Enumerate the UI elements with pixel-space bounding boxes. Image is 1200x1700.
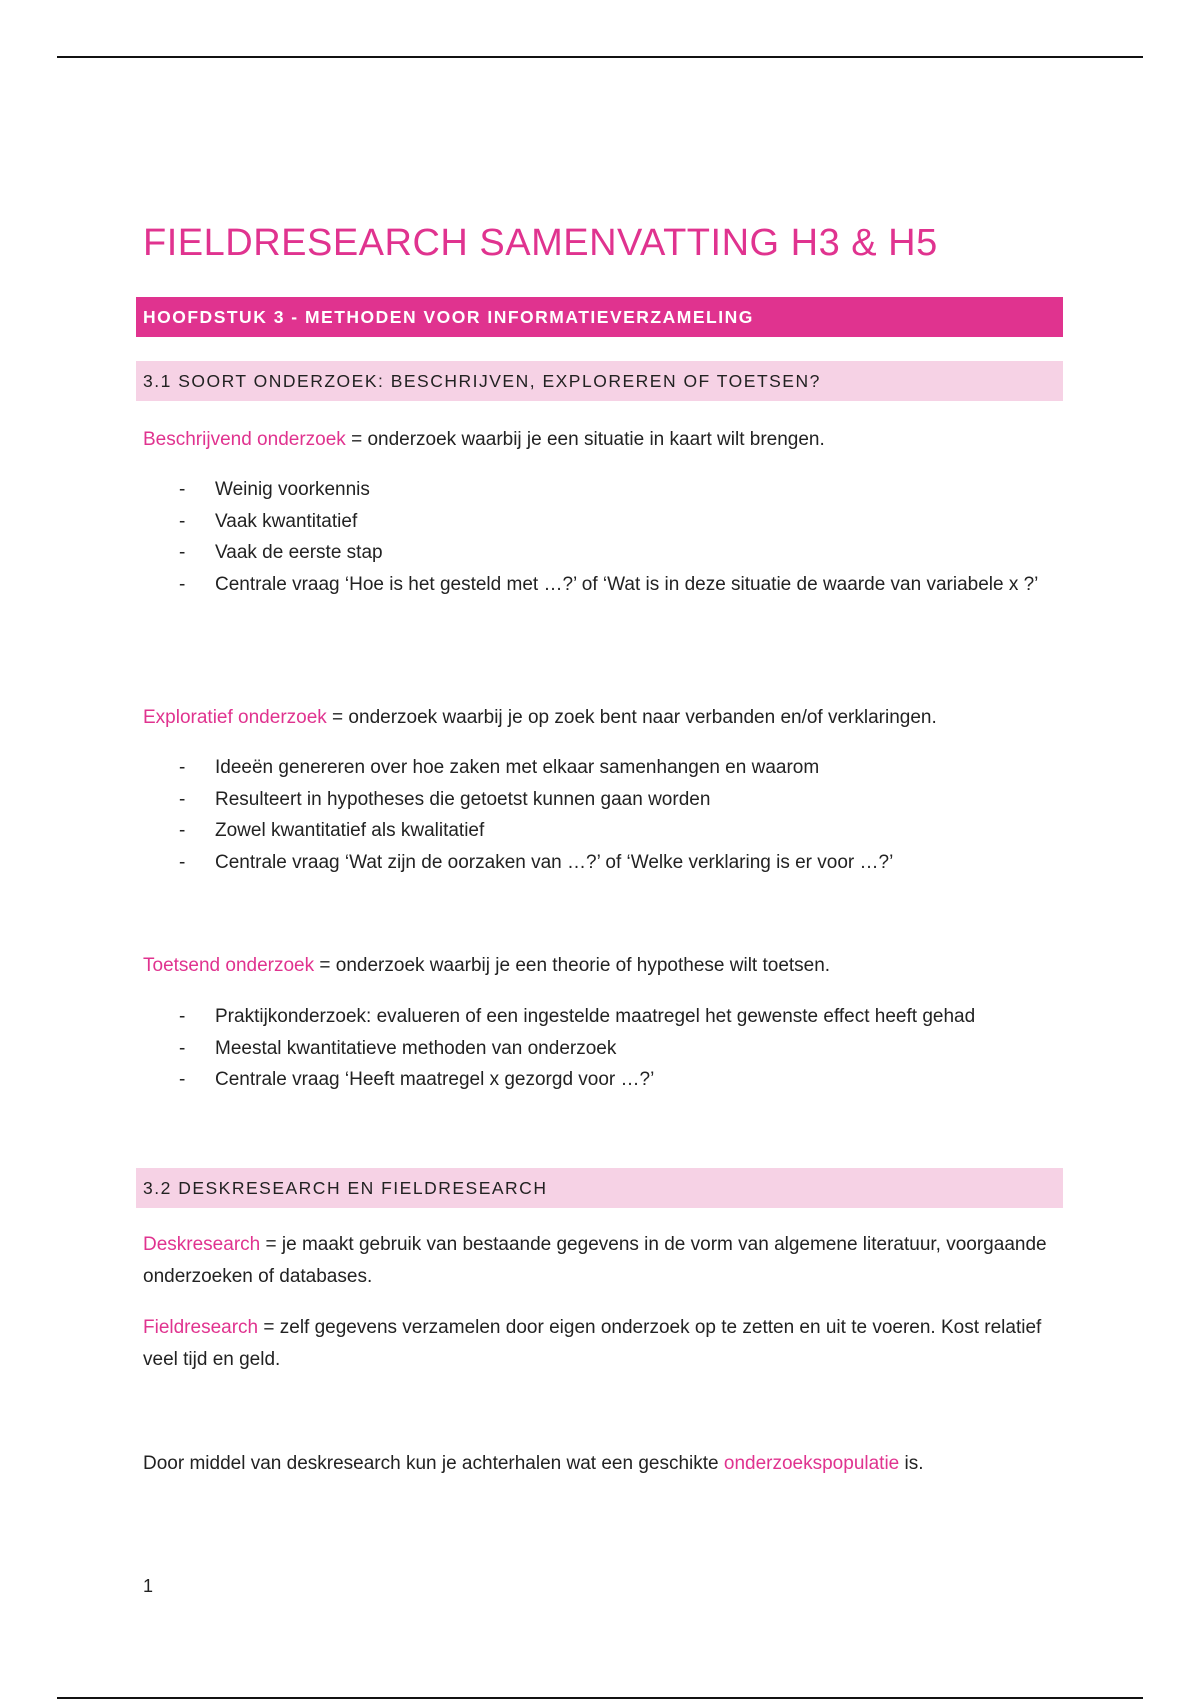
bullet-dash: - [179, 542, 186, 563]
bullet-dash: - [179, 573, 186, 595]
list-item: - Vaak de eerste stap [143, 537, 1063, 569]
chapter-heading: HOOFDSTUK 3 - METHODEN VOOR INFORMATIEVERZAMELING [136, 297, 1063, 337]
page-number: 1 [143, 1576, 154, 1596]
list-item: - Centrale vraag ‘Hoe is het gesteld met …?’ of ‘Wat is in deze situatie de waarde van variabele x ?’ [143, 569, 1063, 601]
bullet-dash: - [179, 1037, 186, 1059]
list-item: - Centrale vraag ‘Heeft maatregel x gezorgd voor …?’ [143, 1064, 1063, 1096]
definition-deskresearch [143, 1229, 1053, 1293]
header-rule [57, 56, 1143, 58]
bullet-dash: - [179, 788, 186, 810]
term-fieldresearch: Fieldresearch [143, 1317, 259, 1338]
definition-text: = onderzoek waarbij je op zoek bent naar verbanden en/of verklaringen. [326, 707, 937, 728]
list-item: - Zowel kwantitatief als kwalitatief [143, 815, 1063, 847]
bullet-dash: - [179, 851, 186, 873]
bullet-dash: - [179, 479, 186, 500]
term-deskresearch: Deskresearch [143, 1234, 261, 1255]
closing-paragraph: Door middel van deskresearch kun je achterhalen wat een geschikte onderzoekspopulatie is. [143, 1453, 924, 1474]
bullet-dash: - [179, 757, 186, 778]
list-item: - Resulteert in hypotheses die getoetst kunnen gaan worden [143, 784, 1063, 816]
bullet-dash: - [179, 820, 186, 841]
list-item: - Centrale vraag ‘Wat zijn de oorzaken van …?’ of ‘Welke verklaring is er voor …?’ [143, 847, 1063, 879]
bullet-dash: - [179, 510, 186, 532]
definition-toetsend [143, 950, 1053, 982]
definition-text: = zelf gegevens verzamelen door eigen onderzoek op te zetten en uit te voeren. Kost relatief veel tijd en geld. [143, 1317, 1042, 1370]
document-title: FIELDRESEARCH SAMENVATTING H3 & H5 [143, 222, 938, 264]
definition-fieldresearch [143, 1312, 1053, 1376]
list-item: - Ideeën genereren over hoe zaken met elkaar samenhangen en waarom [143, 752, 1063, 784]
definition-exploratief [143, 702, 1053, 734]
footer-rule [57, 1697, 1143, 1699]
bullet-list-beschrijvend [143, 474, 1063, 600]
definition-text: = je maakt gebruik van bestaande gegevens in de vorm van algemene literatuur, voorgaande onderzoeken of databases. [143, 1234, 1047, 1287]
section-heading-3-1: 3.1 SOORT ONDERZOEK: BESCHRIJVEN, EXPLOREREN OF TOETSEN? [136, 361, 1063, 401]
list-item: - Meestal kwantitatieve methoden van onderzoek [143, 1033, 1063, 1065]
term-onderzoekspopulatie: onderzoekspopulatie [723, 1453, 900, 1474]
list-item: - Vaak kwantitatief [143, 506, 1063, 538]
bullet-dash: - [179, 1069, 186, 1090]
bullet-list-toetsend [143, 1001, 1063, 1096]
bullet-dash: - [179, 1006, 186, 1027]
term-beschrijvend: Beschrijvend onderzoek [143, 429, 346, 450]
definition-text: = onderzoek waarbij je een situatie in kaart wilt brengen. [345, 429, 825, 450]
section-heading-3-2: 3.2 DESKRESEARCH EN FIELDRESEARCH [136, 1168, 1063, 1208]
bullet-list-exploratief [143, 752, 1063, 878]
definition-beschrijvend [143, 424, 1053, 456]
list-item: - Praktijkonderzoek: evalueren of een ingestelde maatregel het gewenste effect heeft gehad [143, 1001, 1063, 1033]
list-item: - Weinig voorkennis [143, 474, 1063, 506]
term-exploratief: Exploratief onderzoek [143, 707, 327, 728]
term-toetsend: Toetsend onderzoek [143, 955, 315, 976]
definition-text: = onderzoek waarbij je een theorie of hypothese wilt toetsen. [314, 955, 831, 976]
